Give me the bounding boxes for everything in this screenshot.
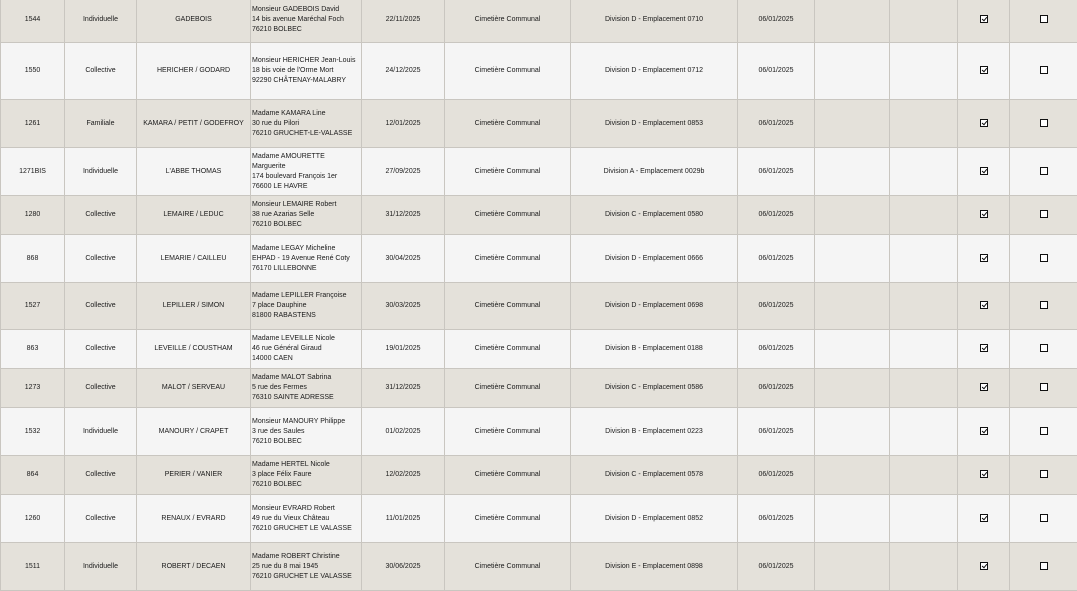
- cell-empty[interactable]: [890, 495, 958, 543]
- cell-date[interactable]: 30/04/2025: [362, 235, 445, 283]
- cell-check-b[interactable]: [1010, 369, 1077, 408]
- address-line: 81800 RABASTENS: [252, 311, 360, 321]
- table-row: [1, 330, 1077, 369]
- cell-name[interactable]: PERIER / VANIER: [137, 456, 251, 495]
- cell-address[interactable]: [251, 283, 362, 330]
- cell-empty[interactable]: [890, 0, 958, 43]
- cell-cemetery[interactable]: Cimetière Communal: [445, 408, 571, 456]
- cell-location[interactable]: Division D - Emplacement 0853: [571, 100, 738, 148]
- checkbox-empty-icon[interactable]: [1040, 66, 1048, 74]
- checkbox-empty-icon[interactable]: [1040, 119, 1048, 127]
- cell-date2[interactable]: 06/01/2025: [738, 100, 815, 148]
- cell-location[interactable]: Division D - Emplacement 0710: [571, 0, 738, 43]
- cell-date2[interactable]: 06/01/2025: [738, 0, 815, 43]
- checkbox-checked-icon[interactable]: [980, 301, 988, 309]
- cell-check-a[interactable]: [958, 148, 1010, 196]
- address-line: 3 rue des Saules: [252, 427, 360, 437]
- cell-location[interactable]: Division A - Emplacement 0029b: [571, 148, 738, 196]
- cell-name[interactable]: HERICHER / GODARD: [137, 43, 251, 100]
- cell-address[interactable]: [251, 456, 362, 495]
- address-line: 76210 BOLBEC: [252, 437, 360, 447]
- checkbox-checked-icon[interactable]: [980, 427, 988, 435]
- cell-check-b[interactable]: [1010, 0, 1077, 43]
- address-line: Madame AMOURETTE: [252, 152, 360, 162]
- cell-check-b[interactable]: [1010, 456, 1077, 495]
- address-line: 76310 SAINTE ADRESSE: [252, 393, 360, 403]
- address-line: Madame LEVEILLE Nicole: [252, 334, 360, 344]
- cell-check-a[interactable]: [958, 456, 1010, 495]
- checkbox-empty-icon[interactable]: [1040, 167, 1048, 175]
- cell-empty[interactable]: [815, 543, 890, 591]
- cell-type[interactable]: Collective: [65, 369, 137, 408]
- cell-empty[interactable]: [815, 283, 890, 330]
- cell-cemetery[interactable]: Cimetière Communal: [445, 235, 571, 283]
- cell-type[interactable]: Collective: [65, 495, 137, 543]
- cell-date2[interactable]: 06/01/2025: [738, 369, 815, 408]
- cell-id[interactable]: 1273: [1, 369, 65, 408]
- table-row: [1, 456, 1077, 495]
- checkbox-checked-icon[interactable]: [980, 383, 988, 391]
- address-line: Monsieur HERICHER Jean-Louis: [252, 56, 360, 66]
- cell-location[interactable]: Division C - Emplacement 0578: [571, 456, 738, 495]
- cell-type[interactable]: Collective: [65, 235, 137, 283]
- checkbox-checked-icon[interactable]: [980, 514, 988, 522]
- cell-id[interactable]: 1527: [1, 283, 65, 330]
- cell-id[interactable]: 1260: [1, 495, 65, 543]
- cell-id[interactable]: 1271BIS: [1, 148, 65, 196]
- address-line: Madame ROBERT Christine: [252, 552, 360, 562]
- address-line: 76170 LILLEBONNE: [252, 264, 360, 274]
- cell-check-a[interactable]: [958, 543, 1010, 591]
- cell-type[interactable]: Familiale: [65, 100, 137, 148]
- cell-name[interactable]: KAMARA / PETIT / GODEFROY: [137, 100, 251, 148]
- cell-type[interactable]: Collective: [65, 196, 137, 235]
- checkbox-empty-icon[interactable]: [1040, 562, 1048, 570]
- address-line: 5 rue des Fermes: [252, 383, 360, 393]
- address-line: EHPAD - 19 Avenue René Coty: [252, 254, 360, 264]
- table-row: [1, 369, 1077, 408]
- address-line: Madame MALOT Sabrina: [252, 373, 360, 383]
- cell-cemetery[interactable]: Cimetière Communal: [445, 330, 571, 369]
- cell-address[interactable]: [251, 408, 362, 456]
- cell-empty[interactable]: [815, 456, 890, 495]
- checkbox-empty-icon[interactable]: [1040, 514, 1048, 522]
- cell-empty[interactable]: [890, 196, 958, 235]
- address-line: 14000 CAEN: [252, 354, 360, 364]
- cell-type[interactable]: Collective: [65, 43, 137, 100]
- cell-id[interactable]: 1280: [1, 196, 65, 235]
- cell-empty[interactable]: [815, 235, 890, 283]
- address-line: 46 rue Général Giraud: [252, 344, 360, 354]
- address-line: 76210 BOLBEC: [252, 25, 360, 35]
- checkbox-checked-icon[interactable]: [980, 15, 988, 23]
- cell-date[interactable]: 19/01/2025: [362, 330, 445, 369]
- cell-location[interactable]: Division C - Emplacement 0580: [571, 196, 738, 235]
- cell-location[interactable]: Division D - Emplacement 0712: [571, 43, 738, 100]
- cell-id[interactable]: 1532: [1, 408, 65, 456]
- cell-name[interactable]: MALOT / SERVEAU: [137, 369, 251, 408]
- checkbox-empty-icon[interactable]: [1040, 383, 1048, 391]
- cell-address[interactable]: [251, 148, 362, 196]
- address-line: Monsieur GADEBOIS David: [252, 5, 360, 15]
- cell-address[interactable]: [251, 235, 362, 283]
- address-line: Madame HERTEL Nicole: [252, 460, 360, 470]
- cell-date[interactable]: 31/12/2025: [362, 196, 445, 235]
- cell-id[interactable]: 1511: [1, 543, 65, 591]
- table-row: [1, 408, 1077, 456]
- cell-empty[interactable]: [815, 196, 890, 235]
- cell-cemetery[interactable]: Cimetière Communal: [445, 283, 571, 330]
- table-row: [1, 43, 1077, 100]
- cell-check-b[interactable]: [1010, 543, 1077, 591]
- cell-cemetery[interactable]: Cimetière Communal: [445, 100, 571, 148]
- cell-cemetery[interactable]: Cimetière Communal: [445, 456, 571, 495]
- address-line: 14 bis avenue Maréchal Foch: [252, 15, 360, 25]
- cell-id[interactable]: 1544: [1, 0, 65, 43]
- cell-cemetery[interactable]: Cimetière Communal: [445, 369, 571, 408]
- cell-date2[interactable]: 06/01/2025: [738, 283, 815, 330]
- cell-name[interactable]: RENAUX / EVRARD: [137, 495, 251, 543]
- address-line: Madame LEPILLER Françoise: [252, 291, 360, 301]
- cell-empty[interactable]: [815, 100, 890, 148]
- cell-address[interactable]: [251, 369, 362, 408]
- table-row: [1, 495, 1077, 543]
- cell-empty[interactable]: [815, 369, 890, 408]
- cell-name[interactable]: LEMARIE / CAILLEU: [137, 235, 251, 283]
- cell-id[interactable]: 868: [1, 235, 65, 283]
- cell-address[interactable]: [251, 495, 362, 543]
- cell-check-b[interactable]: [1010, 330, 1077, 369]
- address-line: Marguerite: [252, 162, 360, 172]
- cell-empty[interactable]: [890, 148, 958, 196]
- checkbox-checked-icon[interactable]: [980, 344, 988, 352]
- cell-id[interactable]: 864: [1, 456, 65, 495]
- cell-empty[interactable]: [890, 543, 958, 591]
- cell-date2[interactable]: 06/01/2025: [738, 456, 815, 495]
- address-line: 7 place Dauphine: [252, 301, 360, 311]
- cell-type[interactable]: Collective: [65, 283, 137, 330]
- checkbox-checked-icon[interactable]: [980, 254, 988, 262]
- cell-name[interactable]: MANOURY / CRAPET: [137, 408, 251, 456]
- address-line: 76210 BOLBEC: [252, 480, 360, 490]
- cell-type[interactable]: Individuelle: [65, 0, 137, 43]
- cell-empty[interactable]: [890, 408, 958, 456]
- checkbox-empty-icon[interactable]: [1040, 301, 1048, 309]
- cell-empty[interactable]: [815, 330, 890, 369]
- checkbox-checked-icon[interactable]: [980, 119, 988, 127]
- cell-check-b[interactable]: [1010, 495, 1077, 543]
- checkbox-checked-icon[interactable]: [980, 210, 988, 218]
- address-line: 174 boulevard François 1er: [252, 172, 360, 182]
- address-line: 76210 GRUCHET-LE-VALASSE: [252, 129, 360, 139]
- cell-date[interactable]: 12/01/2025: [362, 100, 445, 148]
- table-row: [1, 148, 1077, 196]
- cell-location[interactable]: Division E - Emplacement 0898: [571, 543, 738, 591]
- cell-check-a[interactable]: [958, 408, 1010, 456]
- cell-date2[interactable]: 06/01/2025: [738, 148, 815, 196]
- cell-empty[interactable]: [815, 43, 890, 100]
- cell-empty[interactable]: [890, 456, 958, 495]
- cell-check-a[interactable]: [958, 0, 1010, 43]
- cell-empty[interactable]: [890, 100, 958, 148]
- cell-location[interactable]: Division B - Emplacement 0223: [571, 408, 738, 456]
- cell-address[interactable]: [251, 43, 362, 100]
- cell-location[interactable]: Division B - Emplacement 0188: [571, 330, 738, 369]
- cell-cemetery[interactable]: Cimetière Communal: [445, 196, 571, 235]
- checkbox-empty-icon[interactable]: [1040, 427, 1048, 435]
- checkbox-checked-icon[interactable]: [980, 470, 988, 478]
- cell-empty[interactable]: [890, 330, 958, 369]
- address-line: Madame KAMARA Line: [252, 109, 360, 119]
- cell-date[interactable]: 22/11/2025: [362, 0, 445, 43]
- table-row: [1, 283, 1077, 330]
- address-line: Madame LEGAY Micheline: [252, 244, 360, 254]
- checkbox-checked-icon[interactable]: [980, 167, 988, 175]
- cell-date[interactable]: 27/09/2025: [362, 148, 445, 196]
- cell-check-b[interactable]: [1010, 43, 1077, 100]
- cell-empty[interactable]: [815, 148, 890, 196]
- cell-type[interactable]: Individuelle: [65, 408, 137, 456]
- cell-date[interactable]: 01/02/2025: [362, 408, 445, 456]
- checkbox-checked-icon[interactable]: [980, 66, 988, 74]
- cell-check-b[interactable]: [1010, 196, 1077, 235]
- cell-date2[interactable]: 06/01/2025: [738, 408, 815, 456]
- address-line: 38 rue Azarias Selle: [252, 210, 360, 220]
- cell-date[interactable]: 31/12/2025: [362, 369, 445, 408]
- cell-date2[interactable]: 06/01/2025: [738, 43, 815, 100]
- cell-empty[interactable]: [815, 495, 890, 543]
- cell-cemetery[interactable]: Cimetière Communal: [445, 43, 571, 100]
- checkbox-empty-icon[interactable]: [1040, 344, 1048, 352]
- cell-cemetery[interactable]: Cimetière Communal: [445, 495, 571, 543]
- cell-name[interactable]: LEVEILLE / COUSTHAM: [137, 330, 251, 369]
- cell-empty[interactable]: [890, 369, 958, 408]
- cell-check-b[interactable]: [1010, 408, 1077, 456]
- cell-type[interactable]: Individuelle: [65, 543, 137, 591]
- address-line: 76210 GRUCHET LE VALASSE: [252, 572, 360, 582]
- cell-name[interactable]: L'ABBE THOMAS: [137, 148, 251, 196]
- cell-check-b[interactable]: [1010, 148, 1077, 196]
- address-line: Monsieur EVRARD Robert: [252, 504, 360, 514]
- cell-address[interactable]: [251, 330, 362, 369]
- cell-cemetery[interactable]: Cimetière Communal: [445, 148, 571, 196]
- cell-address[interactable]: [251, 543, 362, 591]
- cell-type[interactable]: Collective: [65, 456, 137, 495]
- table-row: [1, 196, 1077, 235]
- cell-type[interactable]: Individuelle: [65, 148, 137, 196]
- cell-empty[interactable]: [815, 408, 890, 456]
- cell-address[interactable]: [251, 0, 362, 43]
- checkbox-empty-icon[interactable]: [1040, 15, 1048, 23]
- cell-date2[interactable]: 06/01/2025: [738, 235, 815, 283]
- cell-date2[interactable]: 06/01/2025: [738, 330, 815, 369]
- cell-name[interactable]: LEPILLER / SIMON: [137, 283, 251, 330]
- cell-address[interactable]: [251, 196, 362, 235]
- cell-location[interactable]: Division D - Emplacement 0852: [571, 495, 738, 543]
- cell-name[interactable]: LEMAIRE / LEDUC: [137, 196, 251, 235]
- cell-date2[interactable]: 06/01/2025: [738, 196, 815, 235]
- checkbox-checked-icon[interactable]: [980, 562, 988, 570]
- address-line: Monsieur MANOURY Philippe: [252, 417, 360, 427]
- cell-check-b[interactable]: [1010, 283, 1077, 330]
- cell-id[interactable]: 1261: [1, 100, 65, 148]
- table-row: [1, 235, 1077, 283]
- address-line: 25 rue du 8 mai 1945: [252, 562, 360, 572]
- cell-empty[interactable]: [890, 235, 958, 283]
- cell-location[interactable]: Division D - Emplacement 0698: [571, 283, 738, 330]
- cell-empty[interactable]: [815, 0, 890, 43]
- cell-id[interactable]: 863: [1, 330, 65, 369]
- checkbox-empty-icon[interactable]: [1040, 254, 1048, 262]
- cell-date[interactable]: 30/03/2025: [362, 283, 445, 330]
- checkbox-empty-icon[interactable]: [1040, 210, 1048, 218]
- cell-location[interactable]: Division C - Emplacement 0586: [571, 369, 738, 408]
- cell-cemetery[interactable]: Cimetière Communal: [445, 0, 571, 43]
- address-line: 30 rue du Pilori: [252, 119, 360, 129]
- table-row: [1, 543, 1077, 591]
- address-line: 49 rue du Vieux Château: [252, 514, 360, 524]
- cell-date[interactable]: 24/12/2025: [362, 43, 445, 100]
- cell-date2[interactable]: 06/01/2025: [738, 543, 815, 591]
- cell-date2[interactable]: 06/01/2025: [738, 495, 815, 543]
- cell-name[interactable]: GADEBOIS: [137, 0, 251, 43]
- address-line: 76210 GRUCHET LE VALASSE: [252, 524, 360, 534]
- cell-check-b[interactable]: [1010, 100, 1077, 148]
- table-row: [1, 100, 1077, 148]
- cell-check-a[interactable]: [958, 283, 1010, 330]
- address-line: 76210 BOLBEC: [252, 220, 360, 230]
- address-line: 92290 CHÂTENAY-MALABRY: [252, 76, 360, 86]
- cell-check-a[interactable]: [958, 235, 1010, 283]
- cell-check-a[interactable]: [958, 495, 1010, 543]
- cell-address[interactable]: [251, 100, 362, 148]
- cell-id[interactable]: 1550: [1, 43, 65, 100]
- cell-check-b[interactable]: [1010, 235, 1077, 283]
- cell-name[interactable]: ROBERT / DECAEN: [137, 543, 251, 591]
- checkbox-empty-icon[interactable]: [1040, 470, 1048, 478]
- cell-check-a[interactable]: [958, 43, 1010, 100]
- cell-empty[interactable]: [890, 43, 958, 100]
- cell-type[interactable]: Collective: [65, 330, 137, 369]
- cell-date[interactable]: 30/06/2025: [362, 543, 445, 591]
- address-line: 18 bis voie de l'Orme Mort: [252, 66, 360, 76]
- table-row: [1, 0, 1077, 43]
- cell-check-a[interactable]: [958, 100, 1010, 148]
- cell-check-a[interactable]: [958, 330, 1010, 369]
- cell-location[interactable]: Division D - Emplacement 0666: [571, 235, 738, 283]
- cell-cemetery[interactable]: Cimetière Communal: [445, 543, 571, 591]
- cell-check-a[interactable]: [958, 369, 1010, 408]
- cell-check-a[interactable]: [958, 196, 1010, 235]
- cell-date[interactable]: 12/02/2025: [362, 456, 445, 495]
- address-line: 3 place Félix Faure: [252, 470, 360, 480]
- cell-date[interactable]: 11/01/2025: [362, 495, 445, 543]
- address-line: Monsieur LEMAIRE Robert: [252, 200, 360, 210]
- address-line: 76600 LE HAVRE: [252, 182, 360, 192]
- cell-empty[interactable]: [890, 283, 958, 330]
